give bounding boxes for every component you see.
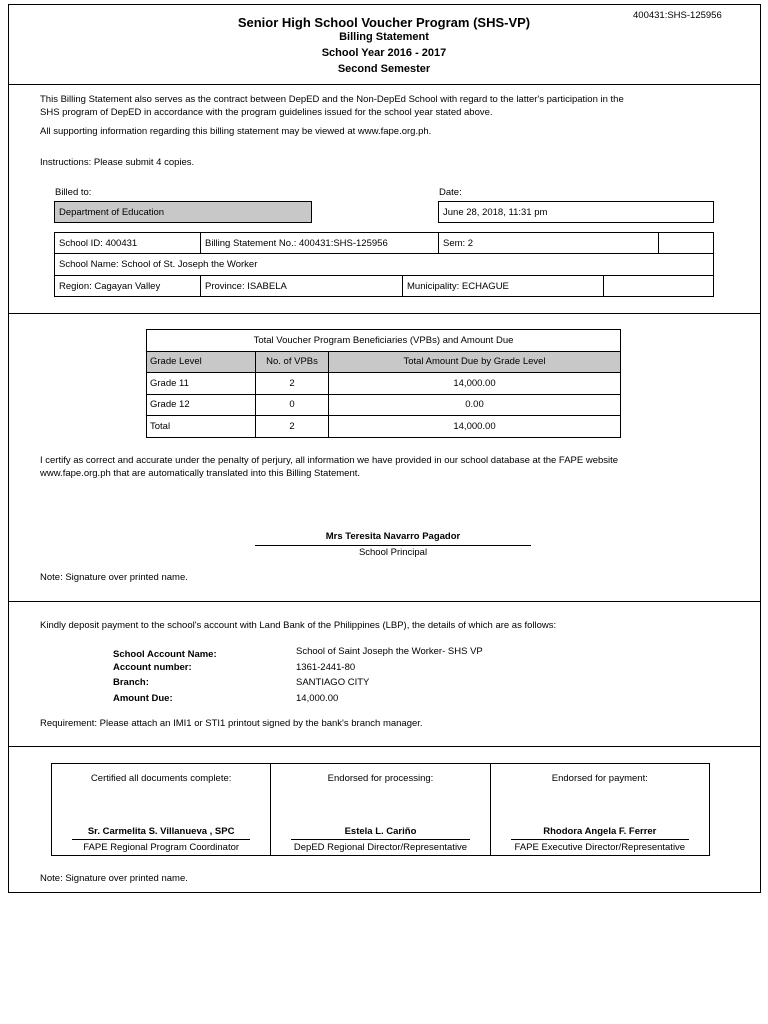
signature-note: Note: Signature over printed name. xyxy=(40,572,188,583)
municipality: Municipality: ECHAGUE xyxy=(402,275,604,297)
signature-line xyxy=(72,839,250,840)
approver-title: FAPE Regional Program Coordinator xyxy=(83,842,240,853)
school-id: School ID: 400431 xyxy=(54,232,201,254)
page-subtitle: Billing Statement xyxy=(339,31,429,43)
empty-cell xyxy=(603,275,714,297)
table-caption: Total Voucher Program Beneficiaries (VPBs) and Amount Due xyxy=(147,330,621,352)
province: Province: ISABELA xyxy=(200,275,403,297)
region: Region: Cagayan Valley xyxy=(54,275,201,297)
billed-to-label: Billed to: xyxy=(55,187,92,198)
table-row: Grade 11 2 14,000.00 xyxy=(147,373,621,395)
column-header: Total Amount Due by Grade Level xyxy=(329,351,621,373)
payment-instructions: Kindly deposit payment to the school's account with Land Bank of the Philippines (LBP), the details of which are as follows: xyxy=(40,620,557,631)
approver-name: Rhodora Angela F. Ferrer xyxy=(543,826,657,837)
contract-statement: This Billing Statement also serves as the contract between DepED and the Non-DepEd School with regard to the latter's participation in the SHS program of DepED in accordance with the program guidelines issued for the school year stated above. xyxy=(40,94,624,118)
billed-to-field: Department of Education xyxy=(54,201,312,223)
approval-cell: Certified all documents complete: Sr. Carmelita S. Villanueva , SPC FAPE Regional Program Coordinator xyxy=(52,764,271,855)
school-name: School Name: School of St. Joseph the Worker xyxy=(54,253,714,276)
date-field: June 28, 2018, 11:31 pm xyxy=(438,201,714,223)
certification-statement: I certify as correct and accurate under the penalty of perjury, all information we have provided in our school database at the FAPE website www.fape.org.ph that are automatically translated into this Billing Statement. xyxy=(40,455,619,479)
approver-name: Sr. Carmelita S. Villanueva , SPC xyxy=(87,826,235,837)
info-statement: All supporting information regarding this billing statement may be viewed at www.fape.org.ph. xyxy=(40,126,432,137)
date-label: Date: xyxy=(439,187,462,198)
signature-line xyxy=(255,545,531,546)
signature-line xyxy=(291,839,469,840)
footer-note: Note: Signature over printed name. xyxy=(40,873,188,884)
school-year: School Year 2016 - 2017 xyxy=(321,47,447,59)
billing-statement-number: Billing Statement No.: 400431:SHS-125956 xyxy=(200,232,439,254)
amount-due: 14,000.00 xyxy=(296,693,339,704)
table-row: Total 2 14,000.00 xyxy=(147,416,621,438)
section-divider xyxy=(8,601,761,602)
column-header: No. of VPBs xyxy=(256,351,329,373)
column-header: Grade Level xyxy=(147,351,256,373)
approver-name: Estela L. Cariño xyxy=(344,826,417,837)
empty-cell xyxy=(658,232,714,254)
principal-name: Mrs Teresita Navarro Pagador xyxy=(325,531,461,542)
page-title: Senior High School Voucher Program (SHS-VP) xyxy=(237,15,531,30)
account-number: 1361-2441-80 xyxy=(296,662,356,673)
section-divider xyxy=(8,84,761,85)
section-divider xyxy=(8,746,761,747)
branch-label: Branch: xyxy=(113,677,149,688)
account-number-label: Account number: xyxy=(113,662,192,673)
semester-field: Sem: 2 xyxy=(438,232,659,254)
vpb-table xyxy=(146,329,621,438)
principal-title: School Principal xyxy=(358,547,428,558)
table-row: Grade 12 0 0.00 xyxy=(147,394,621,416)
requirement-note: Requirement: Please attach an IMI1 or STI1 printout signed by the bank's branch manager. xyxy=(40,718,423,729)
approver-title: DepED Regional Director/Representative xyxy=(293,842,468,853)
approval-cell: Endorsed for payment: Rhodora Angela F. Ferrer FAPE Executive Director/Representative xyxy=(491,764,709,855)
branch: SANTIAGO CITY xyxy=(296,677,370,688)
approvals-table xyxy=(51,763,710,856)
amount-due-label: Amount Due: xyxy=(113,693,173,704)
document-reference: 400431:SHS-125956 xyxy=(633,10,722,21)
account-name: School of Saint Joseph the Worker- SHS VP xyxy=(296,646,483,657)
approval-cell: Endorsed for processing: Estela L. Cariño DepED Regional Director/Representative xyxy=(271,764,490,855)
section-divider xyxy=(8,313,761,314)
account-name-label: School Account Name: xyxy=(113,649,217,660)
signature-line xyxy=(511,839,689,840)
approver-title: FAPE Executive Director/Representative xyxy=(514,842,686,853)
semester: Second Semester xyxy=(337,63,431,75)
instructions: Instructions: Please submit 4 copies. xyxy=(40,157,195,168)
